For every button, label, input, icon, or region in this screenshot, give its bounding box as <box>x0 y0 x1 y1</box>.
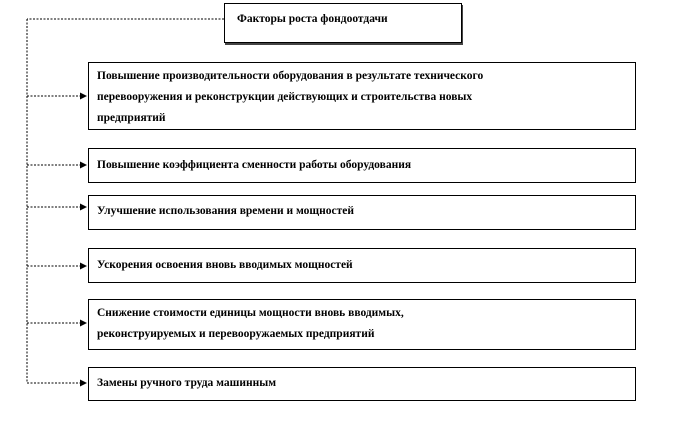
factor-box-6 <box>88 367 636 401</box>
factor-box-2 <box>88 148 636 183</box>
factor-2-line-1: Повышение коэффициента сменности работы оборудования <box>97 159 412 171</box>
factor-5-line-2: реконструируемых и перевооружаемых предприятий <box>97 328 375 340</box>
factor-5-line-1: Снижение стоимости единицы мощности вновь вводимых, <box>97 307 404 319</box>
factor-box-5 <box>88 299 636 350</box>
factor-4-line-1: Ускорения освоения вновь вводимых мощностей <box>97 259 353 271</box>
factor-1-line-2: перевооружения и реконструкции действующих и строительства новых <box>97 91 473 103</box>
factor-1-line-3: предприятий <box>97 112 166 124</box>
factor-6-line-1: Замены ручного труда машинным <box>97 377 277 389</box>
root-label: Факторы роста фондоотдачи <box>237 13 388 25</box>
factor-box-4 <box>88 248 636 283</box>
factor-1-line-1: Повышение производительности оборудования в результате технического <box>97 70 484 82</box>
factor-box-1 <box>88 62 636 130</box>
root-box <box>224 3 462 43</box>
factor-3-line-1: Улучшение использования времени и мощностей <box>97 205 354 217</box>
factor-box-3 <box>88 195 636 230</box>
